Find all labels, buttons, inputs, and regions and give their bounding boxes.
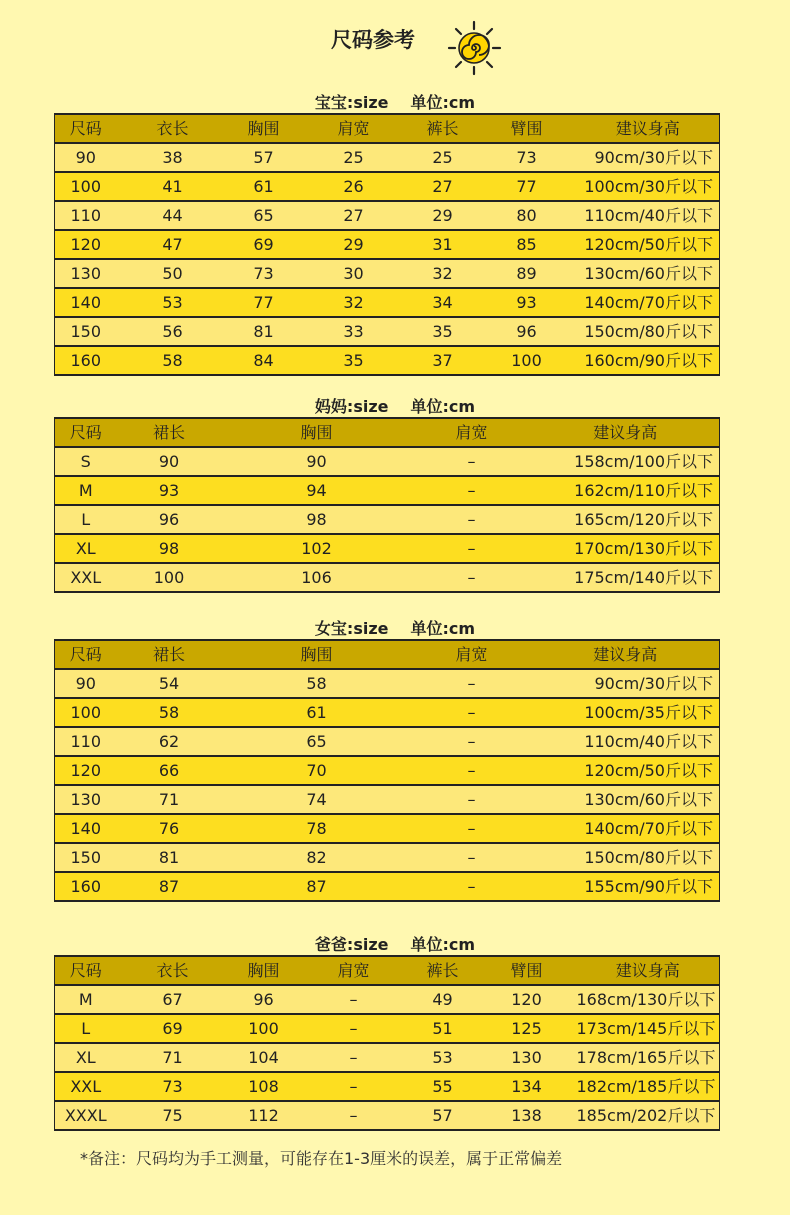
table-row [55, 1014, 720, 1043]
table-cell: 90 [55, 669, 117, 698]
table-cell: 93 [477, 288, 577, 317]
table-cell: 82 [222, 843, 412, 872]
caption-unit: 单位:cm [410, 619, 476, 638]
table-row [55, 872, 720, 901]
table-cell: 120 [477, 985, 577, 1014]
table-cell: 96 [229, 985, 299, 1014]
table-cell: 69 [229, 230, 299, 259]
table-row [55, 669, 720, 698]
table-cell: 29 [409, 201, 477, 230]
table-cell: 120cm/50斤以下 [532, 756, 720, 785]
column-header: 胸围 [222, 418, 412, 447]
table-cell: 37 [409, 346, 477, 375]
table-cell: 160 [55, 346, 117, 375]
table-cell: 94 [222, 476, 412, 505]
table-row [55, 505, 720, 534]
table-cell: 77 [229, 288, 299, 317]
table-cell: 77 [477, 172, 577, 201]
column-header: 肩宽 [412, 640, 532, 669]
table-row [55, 1072, 720, 1101]
table-cell: 78 [222, 814, 412, 843]
caption-unit: 单位:cm [410, 935, 476, 954]
table-cell: 100 [229, 1014, 299, 1043]
table-cell: 73 [477, 143, 577, 172]
table-cell: 125 [477, 1014, 577, 1043]
column-header: 建议身高 [532, 418, 720, 447]
table-cell: – [412, 534, 532, 563]
table-cell: 71 [117, 1043, 229, 1072]
table-cell: 70 [222, 756, 412, 785]
table-cell: 90 [55, 143, 117, 172]
table-cell: – [299, 1072, 409, 1101]
table-cell: – [412, 476, 532, 505]
table-cell: 49 [409, 985, 477, 1014]
table-cell: 96 [117, 505, 222, 534]
column-header: 尺码 [55, 418, 117, 447]
table-row [55, 447, 720, 476]
column-header: 臂围 [477, 114, 577, 143]
table-cell: – [299, 1101, 409, 1130]
table-cell: 98 [222, 505, 412, 534]
table-cell: 150cm/80斤以下 [532, 843, 720, 872]
table-cell: XXL [55, 563, 117, 592]
table-cell: 29 [299, 230, 409, 259]
column-header: 臂围 [477, 956, 577, 985]
table-cell: 110cm/40斤以下 [532, 727, 720, 756]
table-cell: 55 [409, 1072, 477, 1101]
table-cell: 30 [299, 259, 409, 288]
table-row [55, 346, 720, 375]
table-cell: 170cm/130斤以下 [532, 534, 720, 563]
table-cell: – [412, 756, 532, 785]
caption-unit: 单位:cm [410, 93, 476, 112]
table-cell: – [412, 698, 532, 727]
table-cell: 89 [477, 259, 577, 288]
table-cell: 130 [55, 259, 117, 288]
table-row [55, 563, 720, 592]
table-cell: XXXL [55, 1101, 117, 1130]
table-cell: – [299, 1043, 409, 1072]
table-cell: 33 [299, 317, 409, 346]
section-caption-girl [0, 616, 790, 639]
column-header: 肩宽 [299, 956, 409, 985]
size-table-baby [54, 113, 720, 376]
column-header: 尺码 [55, 956, 117, 985]
table-cell: 57 [229, 143, 299, 172]
table-cell: 175cm/140斤以下 [532, 563, 720, 592]
column-header: 肩宽 [299, 114, 409, 143]
table-row [55, 317, 720, 346]
table-row [55, 172, 720, 201]
table-cell: 27 [409, 172, 477, 201]
table-row [55, 756, 720, 785]
table-cell: 73 [229, 259, 299, 288]
table-cell: 44 [117, 201, 229, 230]
column-header: 衣长 [117, 956, 229, 985]
table-cell: S [55, 447, 117, 476]
table-cell: 160 [55, 872, 117, 901]
table-cell: 110 [55, 727, 117, 756]
section-caption-mom [0, 394, 790, 417]
column-header: 胸围 [229, 114, 299, 143]
table-cell: 50 [117, 259, 229, 288]
column-header: 衣长 [117, 114, 229, 143]
table-cell: 90cm/30斤以下 [577, 143, 720, 172]
table-cell: 158cm/100斤以下 [532, 447, 720, 476]
table-cell: XXL [55, 1072, 117, 1101]
table-header-row [55, 640, 720, 669]
table-cell: 110 [55, 201, 117, 230]
table-cell: 32 [409, 259, 477, 288]
size-table-girl [54, 639, 720, 902]
table-cell: 150cm/80斤以下 [577, 317, 720, 346]
table-cell: 182cm/185斤以下 [577, 1072, 720, 1101]
table-cell: 66 [117, 756, 222, 785]
table-cell: 54 [117, 669, 222, 698]
table-cell: 57 [409, 1101, 477, 1130]
page-title-text: 尺码参考 [331, 28, 415, 52]
table-row [55, 476, 720, 505]
table-cell: 155cm/90斤以下 [532, 872, 720, 901]
table-cell: 80 [477, 201, 577, 230]
column-header: 裤长 [409, 114, 477, 143]
table-cell: 25 [299, 143, 409, 172]
table-cell: 165cm/120斤以下 [532, 505, 720, 534]
column-header: 胸围 [229, 956, 299, 985]
table-cell: M [55, 985, 117, 1014]
table-cell: 100 [55, 172, 117, 201]
table-cell: – [299, 985, 409, 1014]
table-cell: 34 [409, 288, 477, 317]
table-cell: XL [55, 1043, 117, 1072]
table-cell: 32 [299, 288, 409, 317]
table-cell: M [55, 476, 117, 505]
column-header: 建议身高 [532, 640, 720, 669]
size-table-mom [54, 417, 720, 593]
table-row [55, 259, 720, 288]
table-cell: 87 [117, 872, 222, 901]
table-cell: 53 [409, 1043, 477, 1072]
table-cell: 81 [229, 317, 299, 346]
table-cell: 90cm/30斤以下 [532, 669, 720, 698]
table-cell: 160cm/90斤以下 [577, 346, 720, 375]
table-cell: 108 [229, 1072, 299, 1101]
table-cell: 168cm/130斤以下 [577, 985, 720, 1014]
table-cell: 61 [222, 698, 412, 727]
table-cell: 67 [117, 985, 229, 1014]
caption-label: 女宝:size [314, 619, 389, 638]
table-cell: 27 [299, 201, 409, 230]
table-cell: 140 [55, 288, 117, 317]
table-cell: 102 [222, 534, 412, 563]
table-cell: 138 [477, 1101, 577, 1130]
table-cell: 100cm/35斤以下 [532, 698, 720, 727]
sun-icon [442, 16, 506, 80]
page-title [0, 24, 790, 54]
table-cell: 140cm/70斤以下 [532, 814, 720, 843]
table-cell: 140 [55, 814, 117, 843]
table-cell: 53 [117, 288, 229, 317]
table-cell: 185cm/202斤以下 [577, 1101, 720, 1130]
table-cell: 100 [117, 563, 222, 592]
table-row [55, 230, 720, 259]
table-cell: 51 [409, 1014, 477, 1043]
table-cell: 150 [55, 317, 117, 346]
column-header: 肩宽 [412, 418, 532, 447]
table-cell: 106 [222, 563, 412, 592]
table-cell: 58 [222, 669, 412, 698]
table-header-row [55, 418, 720, 447]
table-cell: 26 [299, 172, 409, 201]
table-cell: 120 [55, 230, 117, 259]
table-cell: 38 [117, 143, 229, 172]
table-cell: 81 [117, 843, 222, 872]
table-cell: 47 [117, 230, 229, 259]
table-cell: – [412, 563, 532, 592]
table-cell: – [412, 669, 532, 698]
table-cell: 93 [117, 476, 222, 505]
table-cell: L [55, 1014, 117, 1043]
section-caption-dad [0, 932, 790, 955]
table-cell: 35 [409, 317, 477, 346]
table-cell: – [412, 872, 532, 901]
table-cell: – [412, 727, 532, 756]
table-cell: 85 [477, 230, 577, 259]
table-row [55, 288, 720, 317]
table-cell: 56 [117, 317, 229, 346]
table-row [55, 698, 720, 727]
caption-label: 宝宝:size [314, 93, 389, 112]
table-cell: 65 [229, 201, 299, 230]
table-cell: – [412, 505, 532, 534]
caption-label: 妈妈:size [314, 397, 389, 416]
table-row [55, 534, 720, 563]
table-cell: 150 [55, 843, 117, 872]
table-cell: 130cm/60斤以下 [532, 785, 720, 814]
size-table-dad [54, 955, 720, 1131]
caption-label: 爸爸:size [314, 935, 389, 954]
table-cell: 98 [117, 534, 222, 563]
table-cell: 130 [55, 785, 117, 814]
table-cell: 41 [117, 172, 229, 201]
table-row [55, 785, 720, 814]
table-cell: 61 [229, 172, 299, 201]
table-cell: 100 [477, 346, 577, 375]
table-cell: L [55, 505, 117, 534]
column-header: 建议身高 [577, 114, 720, 143]
table-cell: 134 [477, 1072, 577, 1101]
table-cell: 120 [55, 756, 117, 785]
column-header: 裙长 [117, 640, 222, 669]
table-cell: 87 [222, 872, 412, 901]
table-cell: 74 [222, 785, 412, 814]
section-caption-baby [0, 90, 790, 113]
table-cell: 96 [477, 317, 577, 346]
table-cell: 120cm/50斤以下 [577, 230, 720, 259]
table-cell: 73 [117, 1072, 229, 1101]
table-cell: 140cm/70斤以下 [577, 288, 720, 317]
table-cell: 58 [117, 698, 222, 727]
table-cell: 110cm/40斤以下 [577, 201, 720, 230]
column-header: 裙长 [117, 418, 222, 447]
table-cell: 75 [117, 1101, 229, 1130]
table-row [55, 843, 720, 872]
table-cell: 65 [222, 727, 412, 756]
table-cell: 100 [55, 698, 117, 727]
table-cell: 31 [409, 230, 477, 259]
table-row [55, 985, 720, 1014]
table-cell: 35 [299, 346, 409, 375]
table-cell: 130 [477, 1043, 577, 1072]
table-cell: 76 [117, 814, 222, 843]
column-header: 裤长 [409, 956, 477, 985]
column-header: 尺码 [55, 640, 117, 669]
table-row [55, 1101, 720, 1130]
table-header-row [55, 956, 720, 985]
column-header: 尺码 [55, 114, 117, 143]
table-cell: – [412, 843, 532, 872]
table-cell: 71 [117, 785, 222, 814]
table-cell: – [299, 1014, 409, 1043]
table-row [55, 814, 720, 843]
table-cell: 25 [409, 143, 477, 172]
table-cell: – [412, 785, 532, 814]
caption-unit: 单位:cm [410, 397, 476, 416]
table-header-row [55, 114, 720, 143]
table-cell: 69 [117, 1014, 229, 1043]
table-cell: 84 [229, 346, 299, 375]
table-cell: 62 [117, 727, 222, 756]
table-row [55, 1043, 720, 1072]
table-cell: 90 [222, 447, 412, 476]
column-header: 胸围 [222, 640, 412, 669]
table-cell: 112 [229, 1101, 299, 1130]
column-header: 建议身高 [577, 956, 720, 985]
table-cell: – [412, 814, 532, 843]
table-cell: 58 [117, 346, 229, 375]
table-cell: 178cm/165斤以下 [577, 1043, 720, 1072]
footnote: *备注：尺码均为手工测量，可能存在1-3厘米的误差，属于正常偏差 [80, 1149, 563, 1168]
table-row [55, 727, 720, 756]
table-cell: 104 [229, 1043, 299, 1072]
table-cell: – [412, 447, 532, 476]
table-row [55, 143, 720, 172]
table-cell: 130cm/60斤以下 [577, 259, 720, 288]
table-cell: 90 [117, 447, 222, 476]
table-row [55, 201, 720, 230]
table-cell: 173cm/145斤以下 [577, 1014, 720, 1043]
table-cell: 100cm/30斤以下 [577, 172, 720, 201]
table-cell: 162cm/110斤以下 [532, 476, 720, 505]
table-cell: XL [55, 534, 117, 563]
